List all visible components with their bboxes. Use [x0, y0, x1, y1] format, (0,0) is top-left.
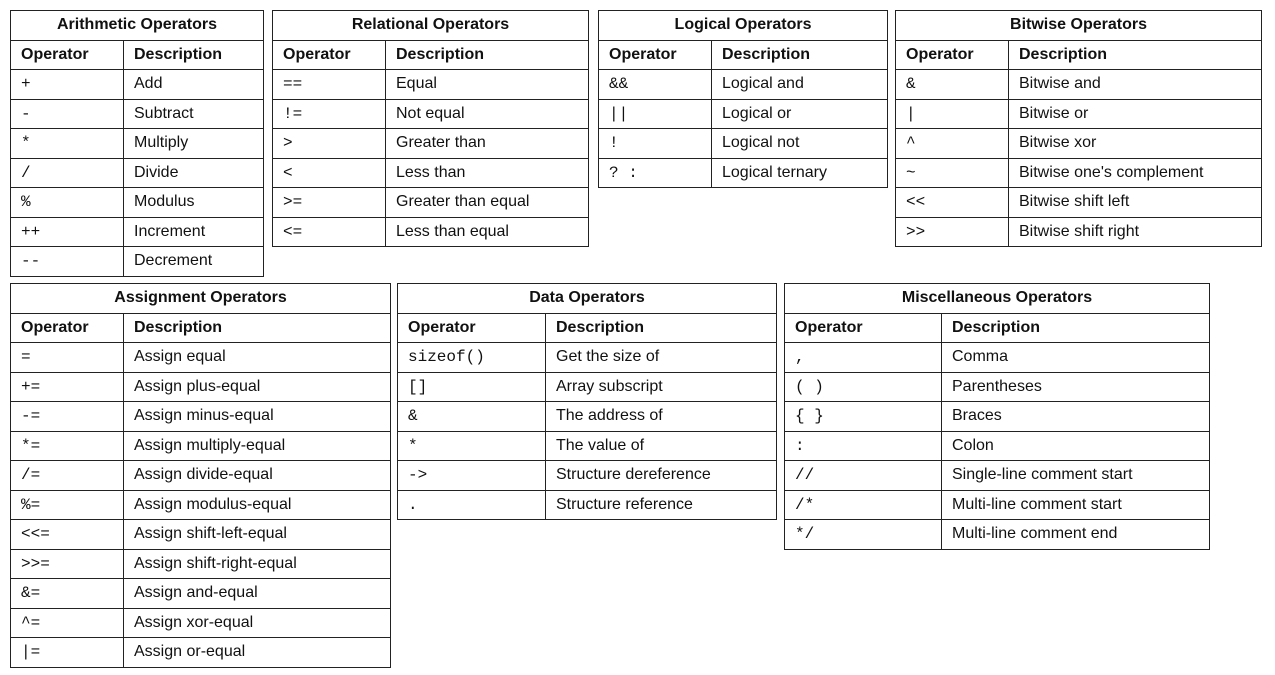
table-row [785, 431, 1210, 461]
operator-cell: >>= [11, 549, 124, 579]
description-cell: Assign equal [124, 343, 391, 373]
description-cell: Multi-line comment start [942, 490, 1210, 520]
data-operators-table [397, 283, 777, 520]
description-cell: The address of [546, 402, 777, 432]
table-row [599, 158, 888, 188]
table-row [273, 158, 589, 188]
assignment-operators-table [10, 283, 391, 668]
miscellaneous-operators-table [784, 283, 1210, 550]
description-cell: Bitwise shift left [1009, 188, 1262, 218]
description-cell: The value of [546, 431, 777, 461]
description-cell: Assign or-equal [124, 638, 391, 668]
table-row [398, 461, 777, 491]
description-cell: Get the size of [546, 343, 777, 373]
operator-cell: , [785, 343, 942, 373]
table-header-row [896, 40, 1262, 70]
operator-cell: & [896, 70, 1009, 100]
operator-cell: ^= [11, 608, 124, 638]
operator-cell: <= [273, 217, 386, 247]
table-row [11, 99, 264, 129]
table-row [273, 188, 589, 218]
operator-cell: == [273, 70, 386, 100]
description-cell: Logical or [712, 99, 888, 129]
table-caption-row [599, 11, 888, 41]
table-title: Data Operators [398, 284, 777, 314]
column-header-description: Description [712, 40, 888, 70]
table-row [11, 490, 391, 520]
operator-cell: | [896, 99, 1009, 129]
operator-cell: ^ [896, 129, 1009, 159]
operator-cell: /= [11, 461, 124, 491]
table-row [398, 372, 777, 402]
table-row [896, 129, 1262, 159]
description-cell: Modulus [124, 188, 264, 218]
description-cell: Assign minus-equal [124, 402, 391, 432]
table-header-row [11, 313, 391, 343]
column-header-operator: Operator [273, 40, 386, 70]
description-cell: Colon [942, 431, 1210, 461]
description-cell: Subtract [124, 99, 264, 129]
description-cell: Parentheses [942, 372, 1210, 402]
operator-cell: { } [785, 402, 942, 432]
table-title: Assignment Operators [11, 284, 391, 314]
operator-cell: /* [785, 490, 942, 520]
table-row [11, 188, 264, 218]
operator-cell: & [398, 402, 546, 432]
description-cell: Greater than equal [386, 188, 589, 218]
table-row [11, 247, 264, 277]
operator-cell: &= [11, 579, 124, 609]
description-cell: Increment [124, 217, 264, 247]
table-row [273, 129, 589, 159]
column-header-description: Description [1009, 40, 1262, 70]
table-header-row [273, 40, 589, 70]
table-row [599, 129, 888, 159]
operator-cell: = [11, 343, 124, 373]
table-header-row [599, 40, 888, 70]
column-header-description: Description [386, 40, 589, 70]
table-row [896, 158, 1262, 188]
table-row [398, 343, 777, 373]
column-header-operator: Operator [599, 40, 712, 70]
table-header-row [398, 313, 777, 343]
table-row [11, 520, 391, 550]
table-row [896, 99, 1262, 129]
column-header-description: Description [124, 40, 264, 70]
table-title: Logical Operators [599, 11, 888, 41]
operator-cell: <<= [11, 520, 124, 550]
table-caption-row [398, 284, 777, 314]
operator-cell: << [896, 188, 1009, 218]
description-cell: Array subscript [546, 372, 777, 402]
description-cell: Assign xor-equal [124, 608, 391, 638]
operator-cell: < [273, 158, 386, 188]
table-header-row [785, 313, 1210, 343]
table-row [273, 99, 589, 129]
description-cell: Assign divide-equal [124, 461, 391, 491]
description-cell: Logical ternary [712, 158, 888, 188]
description-cell: Comma [942, 343, 1210, 373]
table-row [896, 217, 1262, 247]
column-header-operator: Operator [398, 313, 546, 343]
operator-cell: * [11, 129, 124, 159]
operator-cell: |= [11, 638, 124, 668]
table-row [11, 372, 391, 402]
table-row [11, 638, 391, 668]
operator-cell: %= [11, 490, 124, 520]
bitwise-operators-table [895, 10, 1262, 247]
description-cell: Assign and-equal [124, 579, 391, 609]
operator-cell: ? : [599, 158, 712, 188]
operator-cell: % [11, 188, 124, 218]
description-cell: Divide [124, 158, 264, 188]
column-header-operator: Operator [896, 40, 1009, 70]
table-caption-row [11, 284, 391, 314]
relational-operators-table [272, 10, 589, 247]
description-cell: Add [124, 70, 264, 100]
description-cell: Multi-line comment end [942, 520, 1210, 550]
table-row [11, 70, 264, 100]
description-cell: Less than equal [386, 217, 589, 247]
description-cell: Equal [386, 70, 589, 100]
description-cell: Assign shift-right-equal [124, 549, 391, 579]
operator-cell: && [599, 70, 712, 100]
operator-cell: */ [785, 520, 942, 550]
description-cell: Greater than [386, 129, 589, 159]
operator-cell: [] [398, 372, 546, 402]
table-row [785, 402, 1210, 432]
column-header-operator: Operator [11, 40, 124, 70]
operator-cell: >> [896, 217, 1009, 247]
operator-cell: // [785, 461, 942, 491]
description-cell: Braces [942, 402, 1210, 432]
operator-cell: -- [11, 247, 124, 277]
column-header-description: Description [124, 313, 391, 343]
operator-cell: *= [11, 431, 124, 461]
table-caption-row [896, 11, 1262, 41]
operator-cell: || [599, 99, 712, 129]
description-cell: Assign multiply-equal [124, 431, 391, 461]
operator-cell: += [11, 372, 124, 402]
description-cell: Not equal [386, 99, 589, 129]
table-row [785, 520, 1210, 550]
table-row [11, 431, 391, 461]
operator-cell: -> [398, 461, 546, 491]
table-row [785, 343, 1210, 373]
table-row [11, 608, 391, 638]
operator-cell: ! [599, 129, 712, 159]
table-row [785, 461, 1210, 491]
description-cell: Logical not [712, 129, 888, 159]
description-cell: Single-line comment start [942, 461, 1210, 491]
table-row [11, 217, 264, 247]
operator-cell: + [11, 70, 124, 100]
table-row [11, 461, 391, 491]
column-header-description: Description [546, 313, 777, 343]
operator-cell: ( ) [785, 372, 942, 402]
description-cell: Decrement [124, 247, 264, 277]
logical-operators-table [598, 10, 888, 188]
table-row [785, 372, 1210, 402]
operator-cell: - [11, 99, 124, 129]
table-row [398, 490, 777, 520]
description-cell: Bitwise shift right [1009, 217, 1262, 247]
table-title: Arithmetic Operators [11, 11, 264, 41]
table-title: Bitwise Operators [896, 11, 1262, 41]
table-caption-row [11, 11, 264, 41]
operator-cell: ~ [896, 158, 1009, 188]
arithmetic-operators-table [10, 10, 264, 277]
table-row [11, 129, 264, 159]
description-cell: Bitwise or [1009, 99, 1262, 129]
operator-cell: > [273, 129, 386, 159]
table-row [11, 579, 391, 609]
operator-cell: / [11, 158, 124, 188]
description-cell: Assign modulus-equal [124, 490, 391, 520]
operator-cell: sizeof() [398, 343, 546, 373]
table-row [11, 402, 391, 432]
description-cell: Structure reference [546, 490, 777, 520]
table-row [398, 431, 777, 461]
table-row [273, 70, 589, 100]
description-cell: Bitwise xor [1009, 129, 1262, 159]
table-row [599, 99, 888, 129]
table-row [896, 70, 1262, 100]
table-row [398, 402, 777, 432]
operator-cell: . [398, 490, 546, 520]
operator-cell: * [398, 431, 546, 461]
description-cell: Logical and [712, 70, 888, 100]
operator-cell: ++ [11, 217, 124, 247]
column-header-description: Description [942, 313, 1210, 343]
operator-cell: >= [273, 188, 386, 218]
description-cell: Bitwise and [1009, 70, 1262, 100]
table-row [599, 70, 888, 100]
description-cell: Assign plus-equal [124, 372, 391, 402]
operator-cell: != [273, 99, 386, 129]
table-header-row [11, 40, 264, 70]
description-cell: Assign shift-left-equal [124, 520, 391, 550]
description-cell: Structure dereference [546, 461, 777, 491]
table-title: Miscellaneous Operators [785, 284, 1210, 314]
table-row [11, 549, 391, 579]
column-header-operator: Operator [11, 313, 124, 343]
table-title: Relational Operators [273, 11, 589, 41]
table-row [11, 343, 391, 373]
table-caption-row [273, 11, 589, 41]
operator-cell: : [785, 431, 942, 461]
description-cell: Bitwise one's complement [1009, 158, 1262, 188]
description-cell: Less than [386, 158, 589, 188]
table-caption-row [785, 284, 1210, 314]
operator-cell: -= [11, 402, 124, 432]
table-row [896, 188, 1262, 218]
column-header-operator: Operator [785, 313, 942, 343]
table-row [11, 158, 264, 188]
description-cell: Multiply [124, 129, 264, 159]
table-row [273, 217, 589, 247]
table-row [785, 490, 1210, 520]
